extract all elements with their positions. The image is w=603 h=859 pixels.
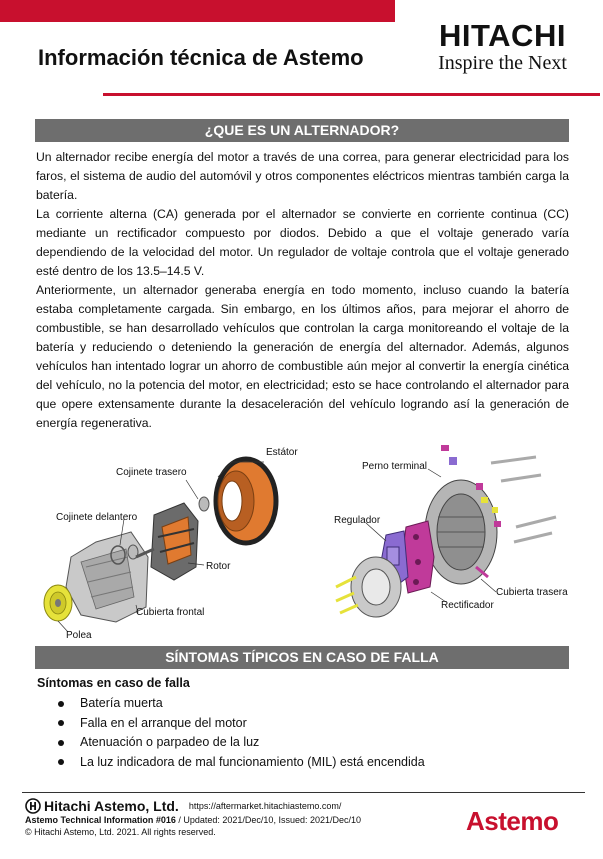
label-cojinete-trasero: Cojinete trasero bbox=[116, 467, 187, 478]
bullet-icon bbox=[58, 701, 64, 707]
brand-name: HITACHI bbox=[439, 18, 566, 53]
symptom-text: Batería muerta bbox=[80, 696, 163, 710]
label-rotor: Rotor bbox=[206, 561, 231, 572]
symptom-text: La luz indicadora de mal funcionamiento (MIL) está encendida bbox=[80, 754, 425, 769]
label-estator: Estátor bbox=[266, 447, 298, 458]
brand-tagline: Inspire the Next bbox=[438, 52, 567, 74]
footer-doc-id: Astemo Technical Information #016 bbox=[25, 815, 176, 825]
hitachi-logo bbox=[415, 20, 590, 74]
plate-shape bbox=[351, 557, 401, 617]
label-polea: Polea bbox=[66, 630, 92, 641]
rectifier-shape bbox=[402, 521, 434, 593]
footer-company-line bbox=[25, 798, 361, 814]
page-title: Información técnica de Astemo bbox=[38, 45, 364, 70]
stator-shape bbox=[216, 459, 276, 543]
astemo-logo: Astemo bbox=[466, 806, 559, 836]
paragraph-2: La corriente alterna (CA) generada por el alternador se convierte en corriente continua (CC) mediante un rectificador compuesto por diodos. Debido a que el voltaje generado varía dependiendo de la velocidad del motor. Un regulador de voltaje controla que el voltaje generado esté dentro de los 13.5–14.5 V. bbox=[36, 207, 569, 278]
list-item bbox=[58, 753, 425, 773]
label-perno-terminal: Perno terminal bbox=[362, 461, 428, 472]
symptoms-subtitle: Síntomas en caso de falla bbox=[37, 676, 190, 690]
top-red-bar bbox=[0, 0, 395, 22]
symptom-text: Atenuación o parpadeo de la luz bbox=[80, 735, 260, 749]
footer-doc-info bbox=[25, 814, 361, 826]
alternator-exploded-diagram bbox=[36, 437, 569, 645]
header-red-rule bbox=[103, 93, 600, 96]
bullet-icon bbox=[58, 740, 64, 746]
rear-cover-shape bbox=[425, 480, 497, 584]
label-cubierta-trasera: Cubierta trasera bbox=[496, 587, 568, 598]
footer bbox=[25, 798, 361, 838]
label-cojinete-delantero: Cojinete delantero bbox=[56, 512, 138, 523]
alternator-description bbox=[36, 148, 569, 433]
symptom-text: Falla en el arranque del motor bbox=[80, 715, 247, 730]
paragraph-3: Anteriormente, un alternador generaba energía en todo momento, incluso cuando la batería estaba completamente cargada. Sin embargo, en los últimos años, para mejorar el ahorro de combustible, se han desarrollado vehículos que controlan la carga monitoreando el voltaje de la batería y reduciendo o deteniendo la generación de energía del alternador. Además, algunos vehículos han intentado lograr un ahorro de combustible aún mejor al convertir la energía cinética del vehículo, no la potencia del motor, en electricidad; esto se hace controlando el alternador para que opere extensamente durante la desaceleración del vehículo logrando así la generación de energía regenerativa. bbox=[36, 283, 569, 430]
paragraph-1: Un alternador recibe energía del motor a través de una correa, para generar electricidad para los faros, el sistema de audio del automóvil y otros componentes eléctricos mientras también carga la batería. bbox=[36, 150, 569, 202]
bullet-icon bbox=[58, 759, 64, 765]
section-heading-symptoms: SÍNTOMAS TÍPICOS EN CASO DE FALLA bbox=[35, 646, 569, 669]
footer-dates: / Updated: 2021/Dec/10, Issued: 2021/Dec/10 bbox=[175, 815, 361, 825]
footer-copyright: © Hitachi Astemo, Ltd. 2021. All rights reserved. bbox=[25, 827, 216, 837]
label-rectificador: Rectificador bbox=[441, 600, 494, 611]
section-heading-alternator: ¿QUE ES UN ALTERNADOR? bbox=[35, 119, 569, 142]
symptom-list bbox=[58, 694, 425, 772]
footer-url-link[interactable]: https://aftermarket.hitachiastemo.com/ bbox=[188, 801, 342, 811]
label-regulador: Regulador bbox=[334, 515, 381, 526]
list-item bbox=[58, 714, 425, 734]
pulley-shape bbox=[44, 585, 72, 621]
list-item bbox=[58, 694, 425, 714]
hitachi-mark-icon bbox=[25, 798, 41, 814]
label-cubierta-frontal: Cubierta frontal bbox=[136, 607, 205, 618]
bullet-icon bbox=[58, 720, 64, 726]
footer-rule bbox=[22, 792, 585, 793]
footer-company-name: Hitachi Astemo, Ltd. bbox=[44, 798, 179, 814]
list-item bbox=[58, 733, 425, 753]
